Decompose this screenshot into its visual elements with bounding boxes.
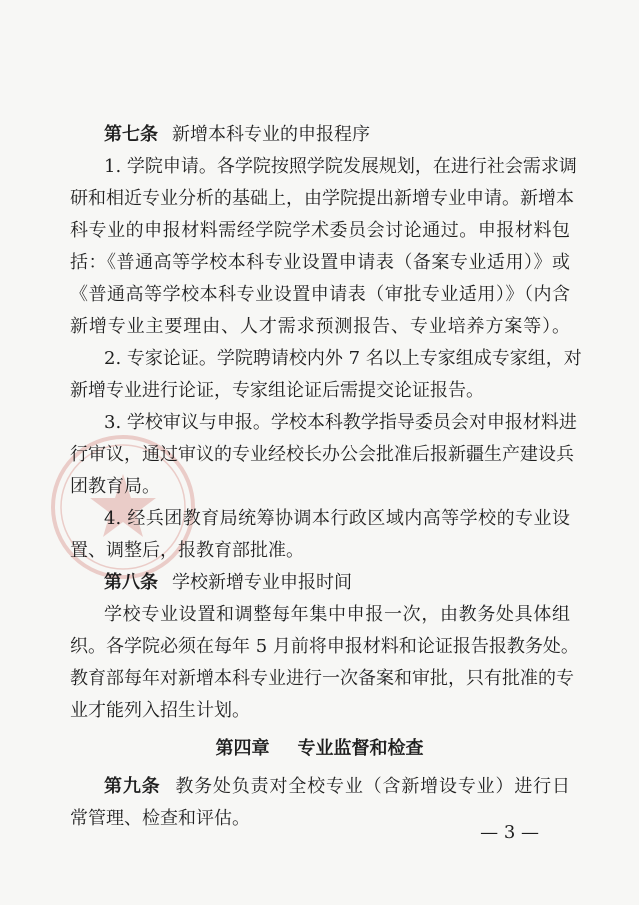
article-8-title: 学校新增专业申报时间 [172,572,352,593]
article-9-text: 教务处负责对全校专业（含新增设专业）进行日 [174,776,570,797]
text-line: 科专业的申报材料需经学院学术委员会讨论通过。申报材料包 [70,220,570,241]
text-line: 团教育局。 [70,476,160,497]
text-line: 新增专业主要理由、人才需求预测报告、专业培养方案等）。 [70,316,570,337]
text-line: 《普通高等学校本科专业设置申请表（审批专业适用）》（内含 [70,284,570,305]
text-line: 括：《普通高等学校本科专业设置申请表（备案专业适用）》或 [70,252,570,273]
text-line: 3. 学校审议与申报。学校本科教学指导委员会对申报材料进 [104,412,577,433]
article-8-heading: 第八条 [104,572,158,593]
text-line: 4. 经兵团教育局统筹协调本行政区域内高等学校的专业设 [104,508,570,529]
chapter-heading [0,738,639,760]
chapter-number: 第四章 [215,738,270,759]
text-line: 新增专业进行论证，专家组论证后需提交论证报告。 [70,380,484,401]
text-line: 常管理、检查和评估。 [70,808,250,829]
text-line: 织。各学院必须在每年 5 月前将申报材料和论证报告报教务处。 [70,636,579,657]
text-line: 教育部每年对新增本科专业进行一次备案和审批，只有批准的专 [70,668,574,689]
text-line: 行审议，通过审议的专业经校长办公会批准后报新疆生产建设兵 [70,444,574,465]
text-line: 业才能列入招生计划。 [70,700,250,721]
text-line: 学校专业设置和调整每年集中申报一次，由教务处具体组 [104,604,570,625]
chapter-title: 专业监督和检查 [297,738,424,759]
text-line: 2. 专家论证。学院聘请校内外 7 名以上专家组成专家组，对 [104,348,582,369]
text-line: 置、调整后，报教育部批准。 [70,540,304,561]
article-7-title: 新增本科专业的申报程序 [172,124,370,145]
text-line: 1. 学院申请。各学院按照学院发展规划，在进行社会需求调 [104,156,577,177]
text-line: 研和相近专业分析的基础上，由学院提出新增专业申请。新增本 [70,188,574,209]
article-8-heading-line [104,572,604,594]
article-9-heading: 第九条 [104,776,161,797]
article-7-heading-line [104,124,604,146]
page-number: — 3 — [480,822,539,843]
article-7-heading: 第七条 [104,124,158,145]
article-9-first-line [104,776,570,798]
